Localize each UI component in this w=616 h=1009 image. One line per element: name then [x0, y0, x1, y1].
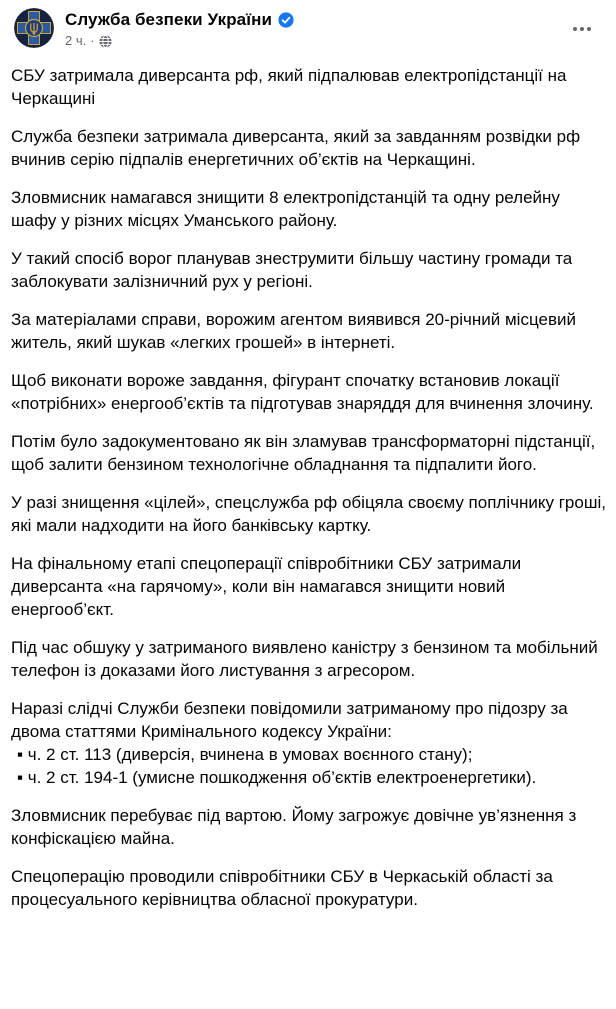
post-paragraph: Під час обшуку у затриманого виявлено каністру з бензином та мобільний телефон із доказами його листування з агресором. — [11, 638, 598, 680]
timestamp[interactable]: 2 ч. — [65, 33, 87, 48]
more-options-button[interactable] — [570, 18, 594, 42]
header-text — [65, 8, 294, 49]
post-paragraph: Зловмисник перебуває під вартою. Йому загрожує довічне ув’язнення з конфіскацією майна. — [11, 806, 577, 848]
post-paragraph: Щоб виконати вороже завдання, фігурант спочатку встановив локації «потрібних» енергооб’єктів та підготував знаряддя для вчинення злочину. — [11, 371, 594, 413]
page-name[interactable]: Служба безпеки України — [65, 10, 273, 29]
post-paragraph: У разі знищення «цілей», спецслужба рф обіцяла своєму поплічнику гроші, які мали надходити на його банківську картку. — [11, 493, 606, 535]
post-paragraph: Спецоперацію проводили співробітники СБУ в Черкаській області за процесуального керівництва обласної прокуратури. — [11, 867, 553, 909]
post-bullet-item: ▪ ч. 2 ст. 194-1 (умисне пошкодження об’єктів електроенергетики). — [17, 768, 537, 787]
page-avatar[interactable] — [14, 8, 54, 48]
post-paragraph: Служба безпеки затримала диверсанта, який за завданням розвідки рф вчинив серію підпалів енергетичних об’єктів на Черкащині. — [11, 127, 581, 169]
more-options-icon — [572, 19, 592, 42]
post-paragraph: На фінальному етапі спецоперації співробітники СБУ затримали диверсанта «на гарячому», коли він намагався знищити новий енергооб’єкт. — [11, 554, 522, 619]
post-paragraph: Потім було задокументовано як він зламував трансформаторні підстанції, щоб залити бензином технологічне обладнання та підпалити його. — [11, 432, 596, 474]
post-header — [0, 0, 616, 49]
post-paragraph: Наразі слідчі Служби безпеки повідомили затриманому про підозру за двома статтями Кримінального кодексу України: — [11, 699, 568, 741]
post-paragraph: Зловмисник намагався знищити 8 електропідстанцій та одну релейну шафу у різних місцях Уманського району. — [11, 188, 560, 230]
meta-separator: · — [90, 33, 95, 48]
post-paragraph: За матеріалами справи, ворожим агентом виявився 20-річний місцевий житель, який шукав «легких грошей» в інтернеті. — [11, 310, 576, 352]
post-paragraph: СБУ затримала диверсанта рф, який підпалював електропідстанції на Черкащині — [11, 66, 567, 108]
verified-badge-icon — [278, 12, 294, 28]
sbu-emblem-logo-icon — [14, 35, 54, 48]
post-bullet-item: ▪ ч. 2 ст. 113 (диверсія, вчинена в умовах воєнного стану); — [17, 745, 473, 764]
public-globe-icon — [99, 35, 112, 48]
post-text — [0, 49, 616, 921]
post-paragraph: У такий спосіб ворог планував знеструмити більшу частину громади та заблокувати залізничний рух у регіоні. — [11, 249, 573, 291]
